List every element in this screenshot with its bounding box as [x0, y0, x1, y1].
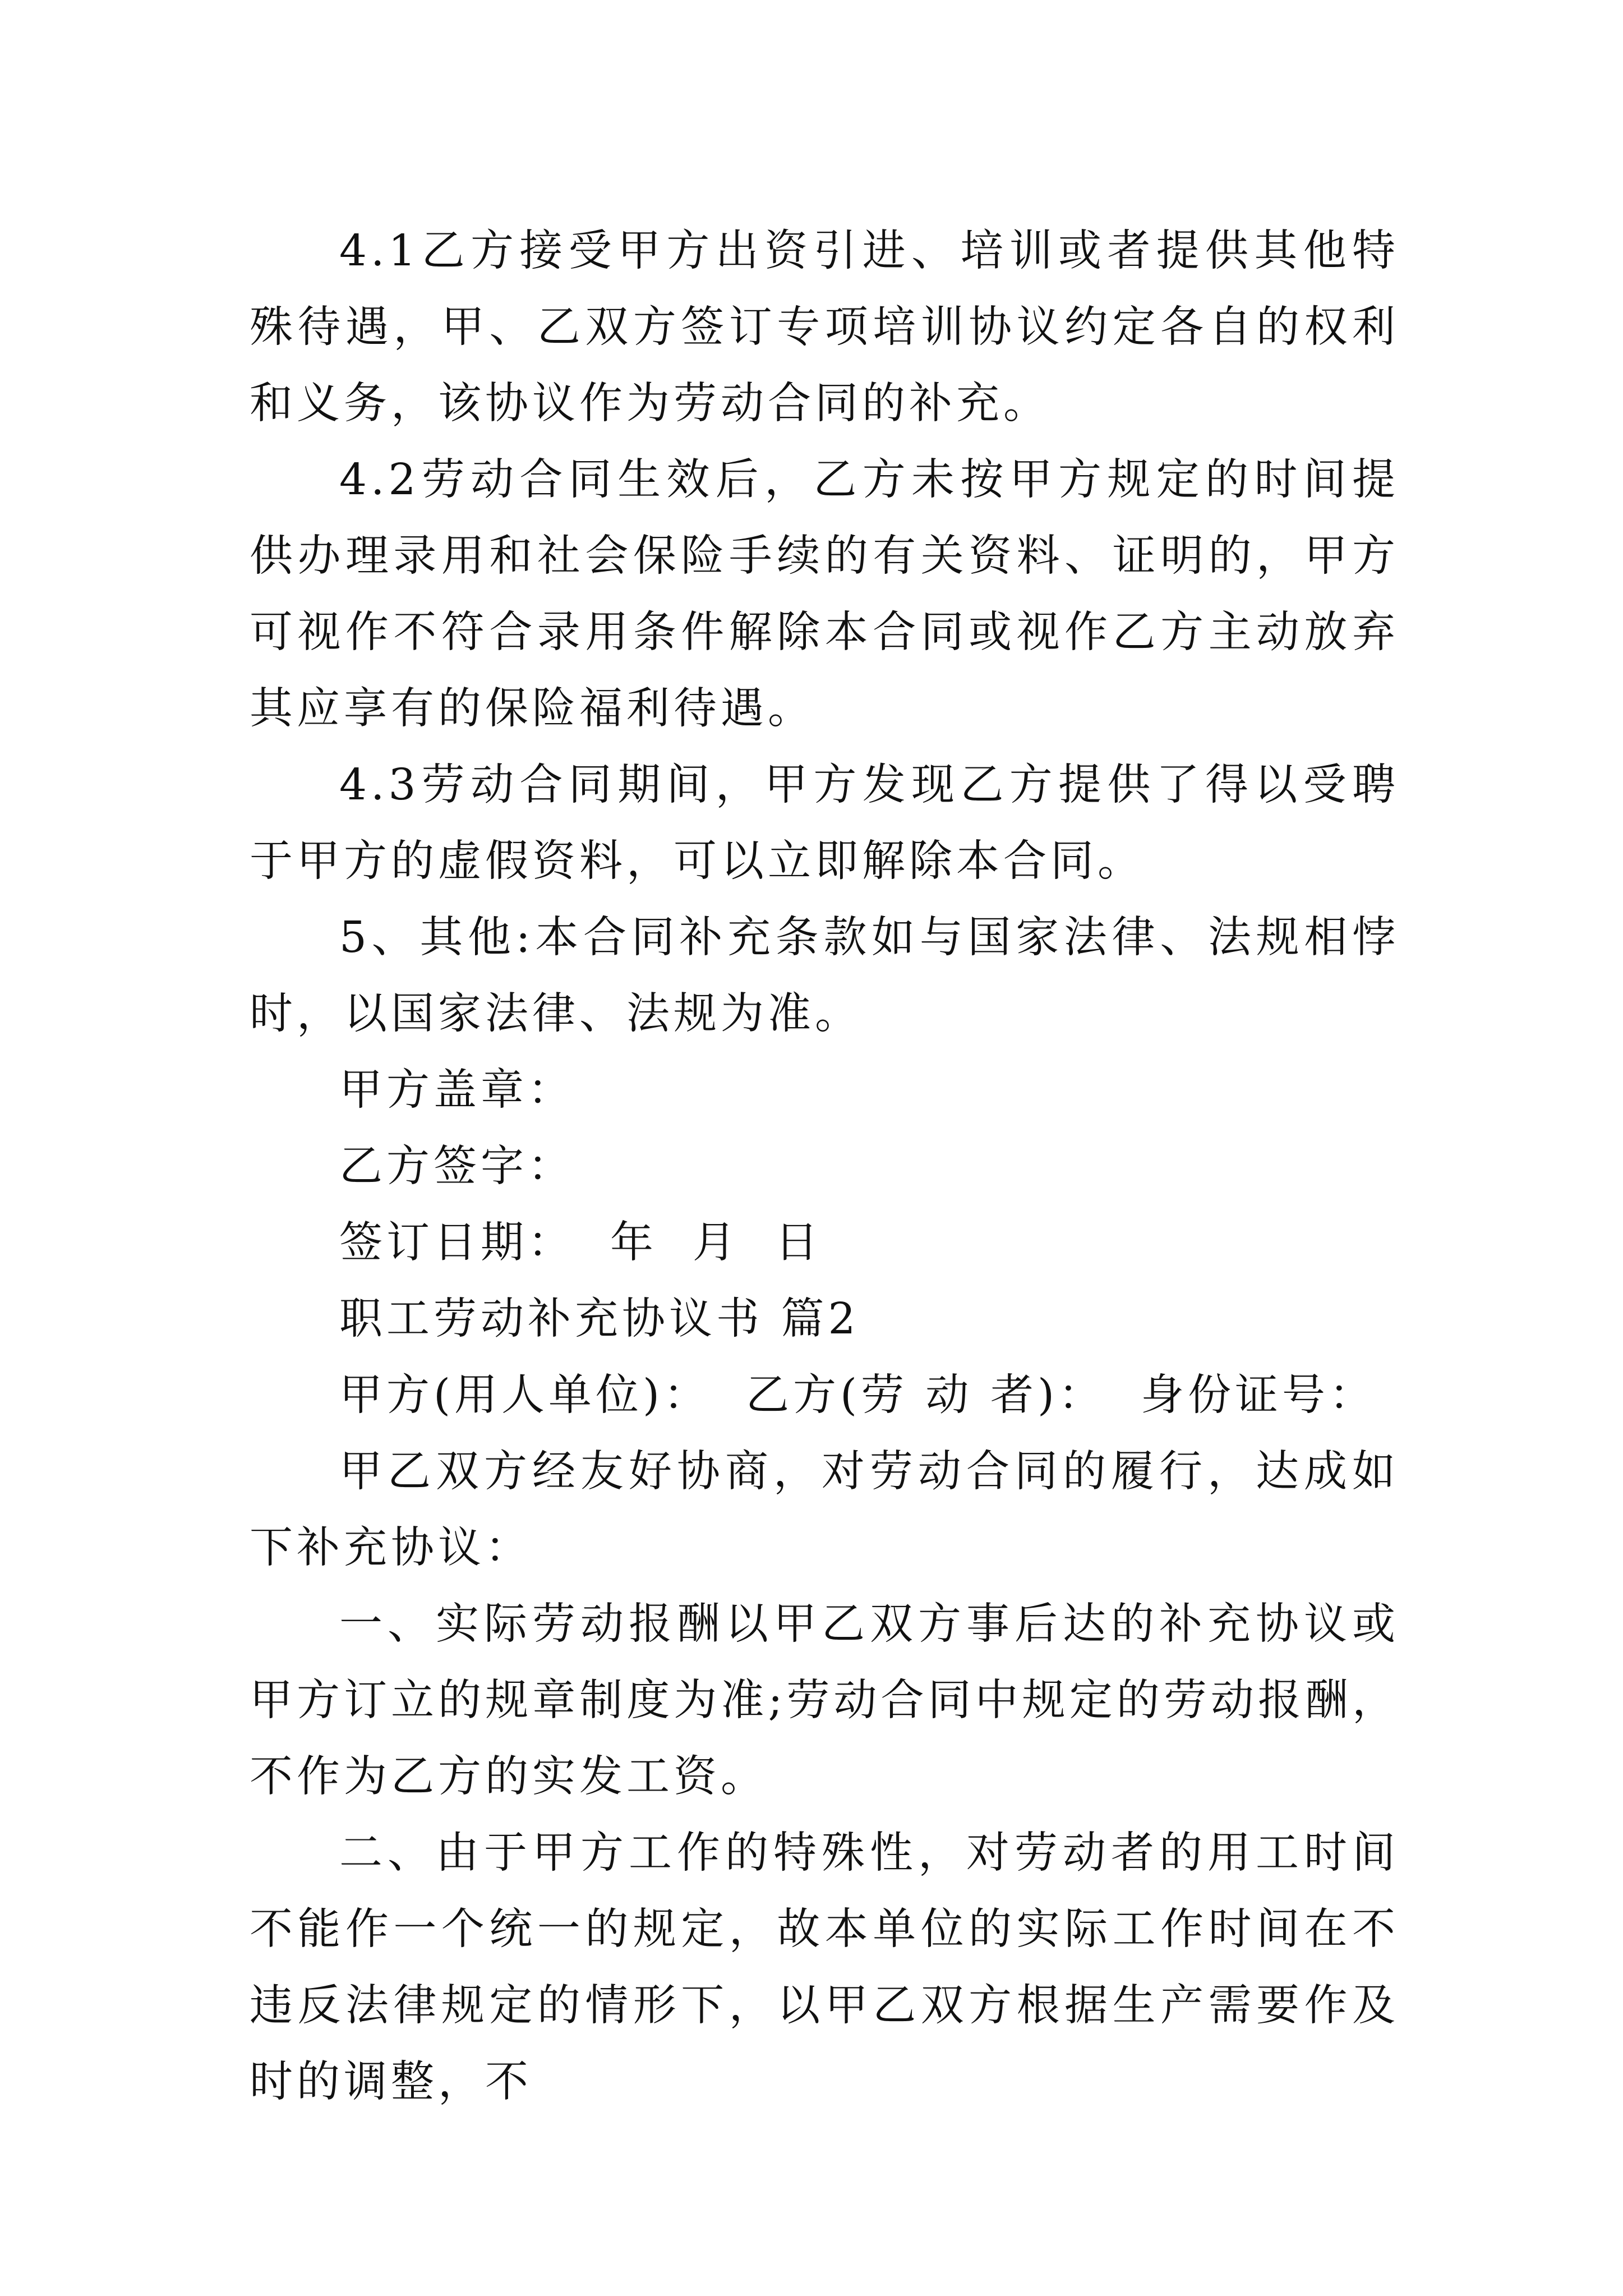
document-body	[250, 213, 1399, 2120]
sign-date-label: 签订日期： 年 月 日	[339, 1218, 822, 1268]
clause-4-3: 4.3劳动合同期间，甲方发现乙方提供了得以受聘于甲方的虚假资料，可以立即解除本合同。	[250, 760, 1399, 886]
clause-4-1: 4.1乙方接受甲方出资引进、培训或者提供其他特殊待遇，甲、乙双方签订专项培训协议约定各自的权利和义务，该协议作为劳动合同的补充。	[250, 226, 1399, 429]
agreement-item-2: 二、由于甲方工作的特殊性，对劳动者的用工时间不能作一个统一的规定，故本单位的实际工作时间在不违反法律规定的情形下，以甲乙双方根据生产需要作及时的调整，不	[250, 1828, 1399, 2107]
agreement-item-1: 一、实际劳动报酬以甲乙双方事后达的补充协议或甲方订立的规章制度为准;劳动合同中规定的劳动报酬，不作为乙方的实发工资。	[250, 1599, 1399, 1802]
party-a-seal-label: 甲方盖章：	[339, 1065, 575, 1115]
section-title: 职工劳动补充协议书 篇2	[339, 1294, 860, 1344]
clause-5: 5、其他:本合同补充条款如与国家法律、法规相悖时，以国家法律、法规为准。	[250, 913, 1399, 1039]
clause-4-2: 4.2劳动合同生效后，乙方未按甲方规定的时间提供办理录用和社会保险手续的有关资料、证明的，甲方可视作不符合录用条件解除本合同或视作乙方主动放弃其应享有的保险福利待遇。	[250, 455, 1399, 734]
parties-line: 甲方(用人单位)： 乙方(劳 动 者)： 身份证号：	[339, 1370, 1377, 1420]
agreement-intro: 甲乙双方经友好协商，对劳动合同的履行，达成如下补充协议：	[250, 1447, 1399, 1573]
party-b-sign-label: 乙方签字：	[339, 1142, 575, 1191]
